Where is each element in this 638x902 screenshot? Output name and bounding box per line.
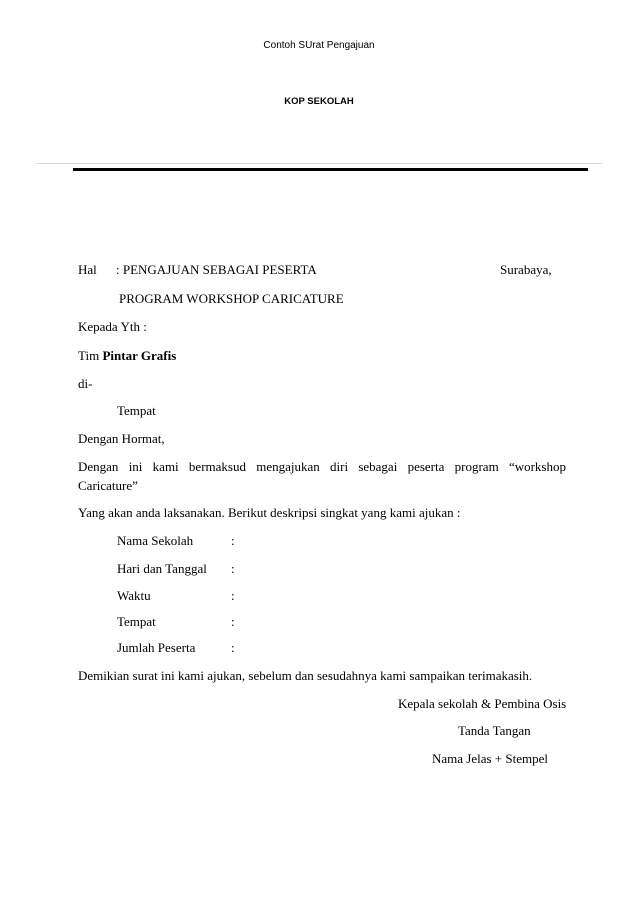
body-line-1: Dengan ini kami bermaksud mengajukan diri sebagai peserta program “workshop [78, 459, 566, 474]
field-label-hari-tanggal: Hari dan Tanggal [117, 561, 207, 576]
document-header-title: Contoh SUrat Pengajuan [263, 40, 375, 51]
letterhead-kop-sekolah: KOP SEKOLAH [284, 96, 354, 107]
body-line-2: Caricature” [78, 478, 138, 493]
recipient-kepada: Kepada Yth : [78, 319, 147, 334]
signature-tanda-tangan: Tanda Tangan [458, 723, 531, 738]
letterhead-divider-thick [73, 168, 588, 171]
recipient-di: di- [78, 376, 93, 391]
recipient-tim-name: Pintar Grafis [102, 348, 177, 363]
recipient-tempat: Tempat [117, 403, 156, 418]
body-line-3: Yang akan anda laksanakan. Berikut deskripsi singkat yang kami ajukan : [78, 505, 461, 520]
field-colon-jumlah-peserta: : [231, 640, 235, 655]
field-label-jumlah-peserta: Jumlah Peserta [117, 640, 196, 655]
field-colon-tempat: : [231, 614, 235, 629]
header-divider-thin [36, 163, 602, 164]
field-label-nama-sekolah: Nama Sekolah [117, 533, 194, 548]
signature-name: Nama Jelas + Stempel [432, 751, 548, 766]
greeting: Dengan Hormat, [78, 431, 165, 446]
subject-line-1: : PENGAJUAN SEBAGAI PESERTA [116, 262, 317, 277]
recipient-tim [78, 348, 176, 364]
subject-line-2: PROGRAM WORKSHOP CARICATURE [119, 291, 344, 306]
field-colon-hari-tanggal: : [231, 561, 235, 576]
field-label-waktu: Waktu [117, 588, 151, 603]
recipient-tim-prefix: Tim [78, 348, 103, 363]
field-colon-nama-sekolah: : [231, 533, 235, 548]
hal-label: Hal [78, 262, 97, 277]
signature-role: Kepala sekolah & Pembina Osis [398, 696, 567, 711]
field-label-tempat: Tempat [117, 614, 156, 629]
field-colon-waktu: : [231, 588, 235, 603]
closing-sentence: Demikian surat ini kami ajukan, sebelum dan sesudahnya kami sampaikan terimakasih. [78, 668, 533, 683]
letter-city: Surabaya, [500, 262, 552, 277]
